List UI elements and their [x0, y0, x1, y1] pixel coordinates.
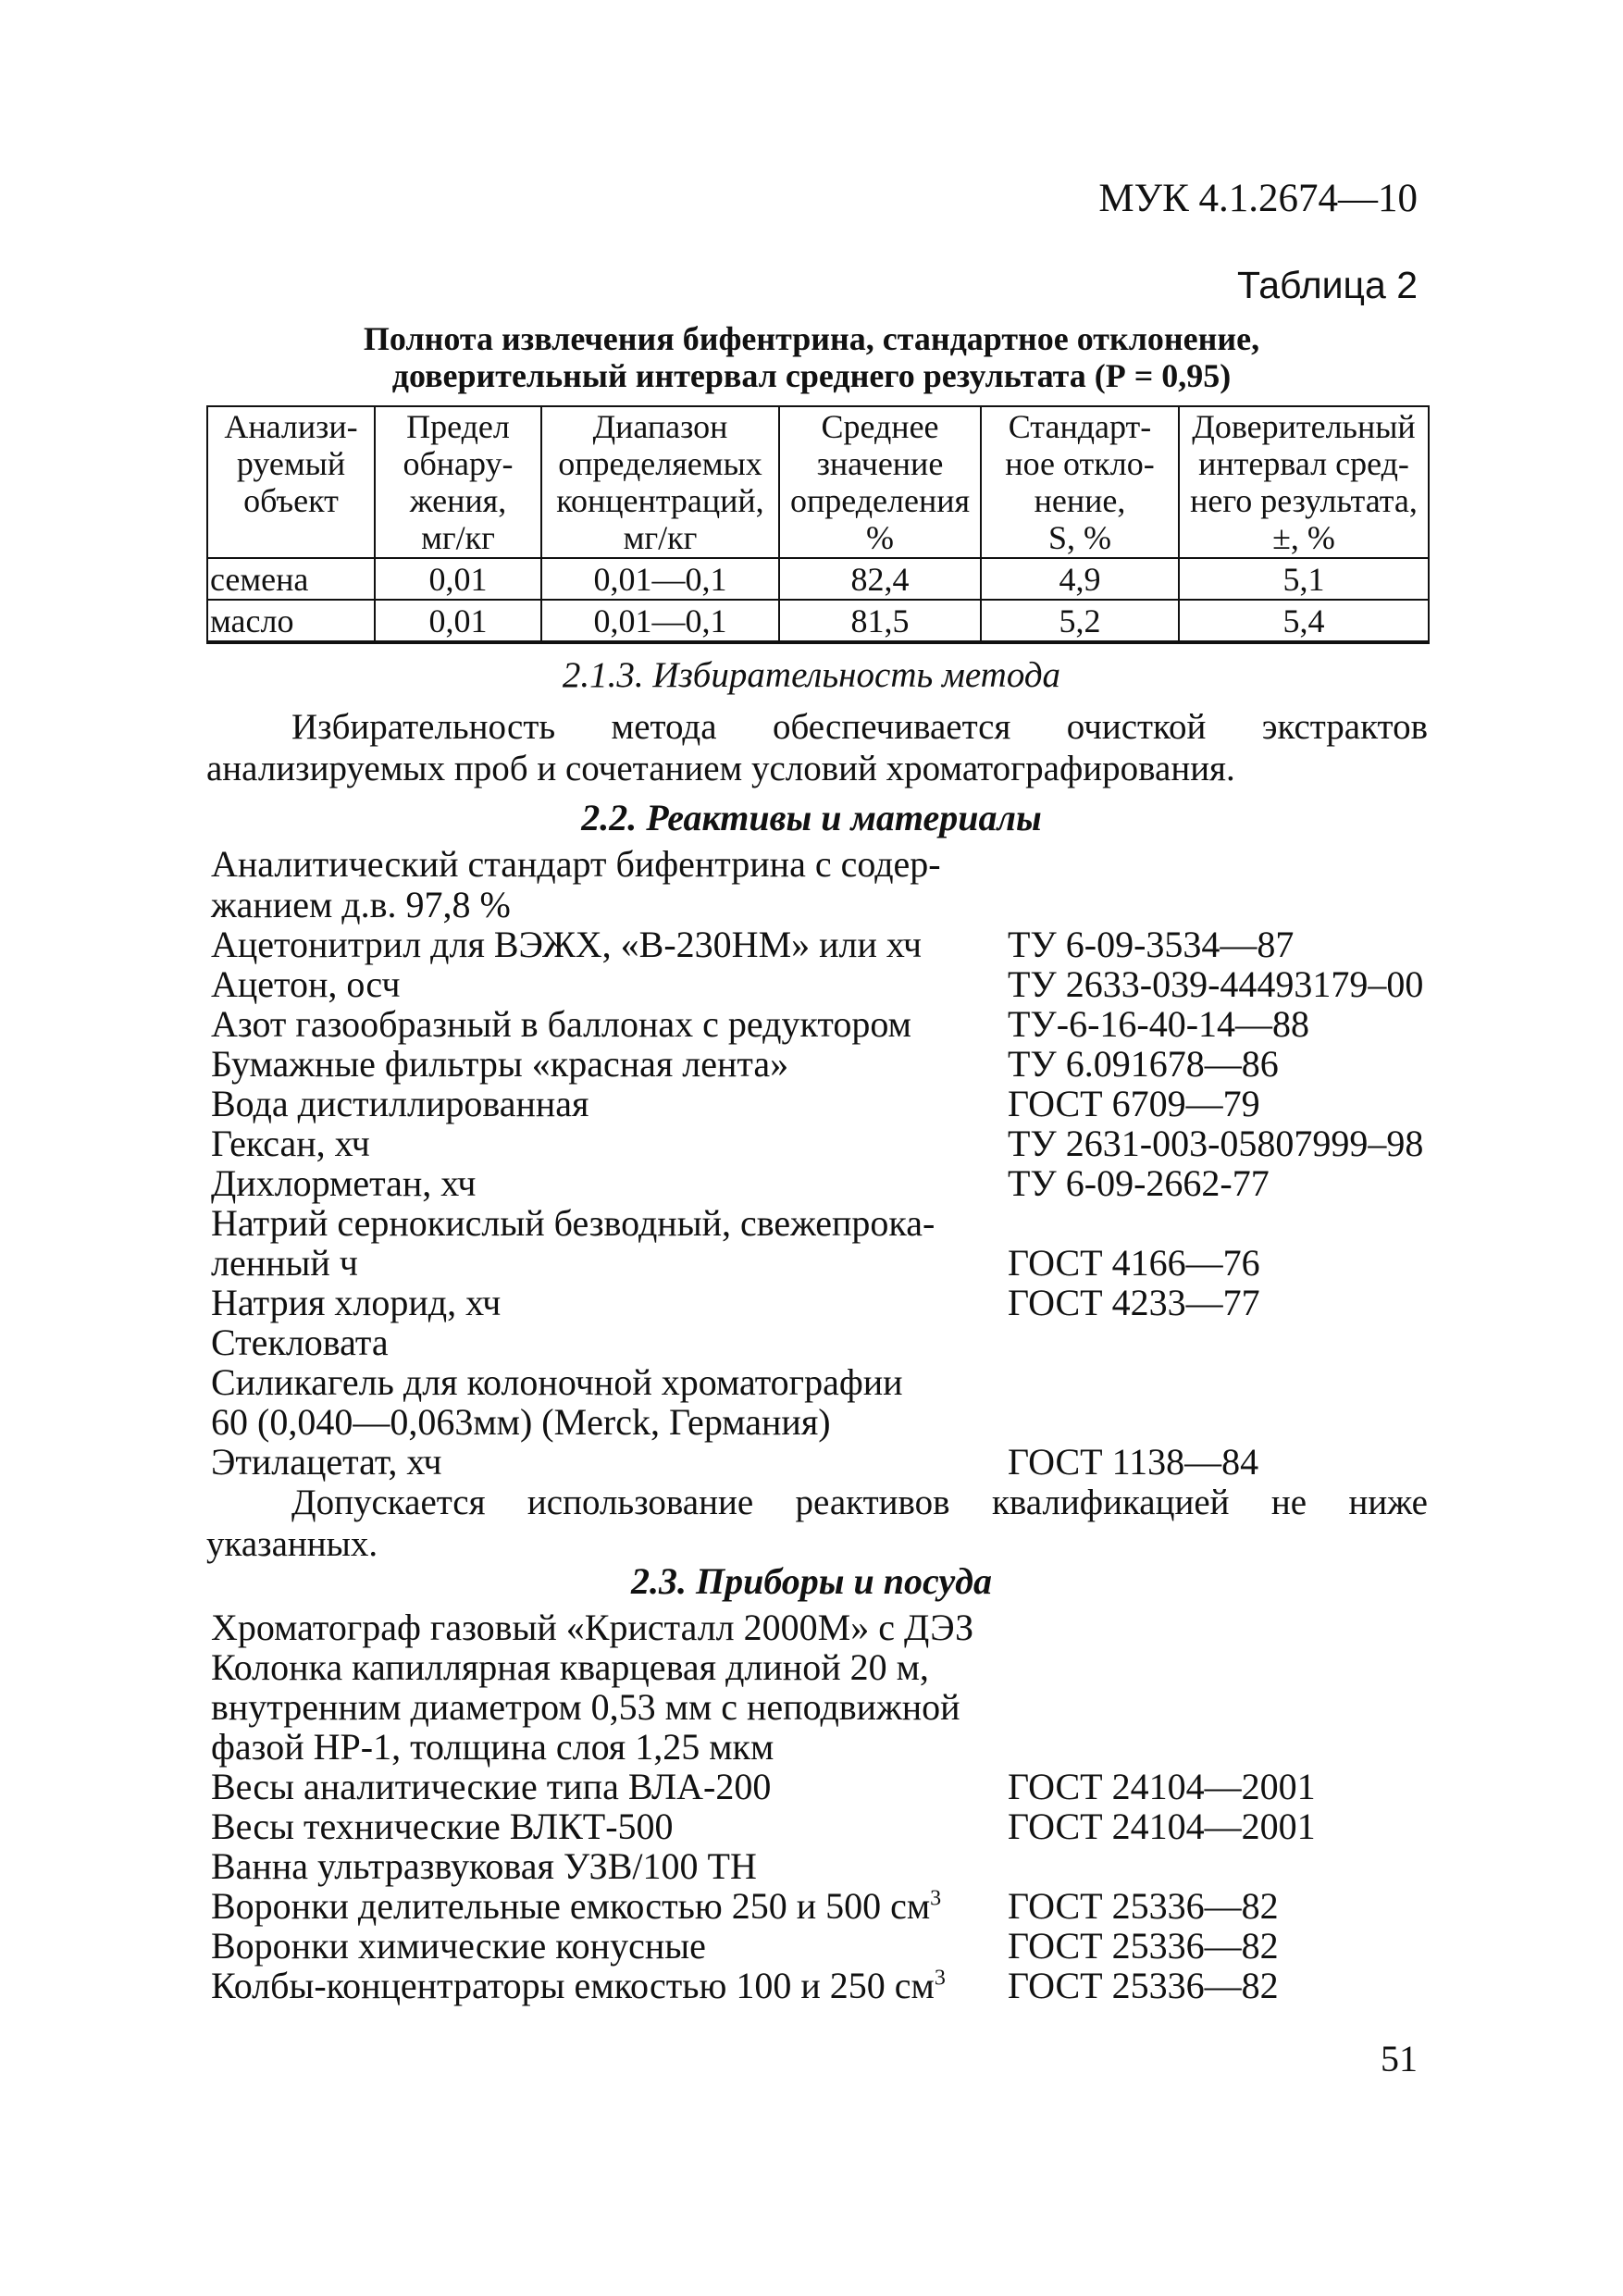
reagent-name: Аналитический стандарт бифентрина с содер- — [211, 843, 941, 885]
reagent-standard: ГОСТ 1138—84 — [1008, 1441, 1259, 1483]
reagent-standard: ТУ 2633-039-44493179–00 — [1008, 963, 1424, 1005]
equipment-name: Воронки делительные емкостью 250 и 500 $см^3$ — [211, 1885, 942, 1927]
reagent-name: Вода дистиллированная — [211, 1083, 589, 1124]
equipment-name: внутренним диаметром 0,53 мм с неподвижной — [211, 1686, 960, 1728]
equipment-name: фазой НР-1, толщина слоя 1,25 мкм — [211, 1726, 774, 1768]
table-cell: семена — [207, 558, 375, 600]
col-header-mean: Среднее значение определения % — [779, 406, 981, 558]
equipment-name: Весы аналитические типа ВЛА-200 — [211, 1766, 772, 1807]
reagent-standard: ТУ 6.091678—86 — [1008, 1043, 1279, 1085]
table-cell: 0,01—0,1 — [541, 558, 779, 600]
equipment-standard: ГОСТ 24104—2001 — [1008, 1806, 1316, 1847]
table-cell: 0,01 — [375, 558, 541, 600]
reagent-name: Бумажные фильтры «красная лента» — [211, 1043, 789, 1085]
equipment-name: Весы технические ВЛКТ-500 — [211, 1806, 674, 1847]
reagent-name: жанием д.в. 97,8 % — [211, 884, 511, 925]
table-cell: 4,9 — [981, 558, 1179, 600]
col-header-range: Диапазон определяемых концентраций, мг/кг — [541, 406, 779, 558]
col-header-detection-limit: Предел обнару- жения, мг/кг — [375, 406, 541, 558]
section-heading-reagents: 2.2. Реактивы и материалы — [581, 797, 1042, 838]
superscript: 3 — [930, 1886, 942, 1911]
page-number: 51 — [1381, 2038, 1418, 2079]
table-cell: масло — [207, 600, 375, 642]
document-code: МУК 4.1.2674—10 — [1098, 177, 1418, 220]
equipment-name: Хроматограф газовый «Кристалл 2000М» с ДЭЗ — [211, 1607, 974, 1648]
reagent-standard: ГОСТ 4233—77 — [1008, 1282, 1260, 1323]
table-cell: 81,5 — [779, 600, 981, 642]
superscript: 3 — [934, 1966, 946, 1991]
reagent-standard: ТУ-6-16-40-14—88 — [1008, 1003, 1310, 1045]
table-row — [207, 600, 1429, 642]
equipment-standard: ГОСТ 25336—82 — [1008, 1965, 1279, 2006]
col-header-object: Анализи- руемый объект — [207, 406, 375, 558]
col-header-confidence: Доверительный интервал сред- него результата, ±, % — [1179, 406, 1429, 558]
reagent-name: Ацетонитрил для ВЭЖХ, «В-230НМ» или хч — [211, 924, 923, 965]
paragraph-selectivity: Избирательность метода обеспечивается очисткой экстрактов анализируемых проб и сочетанием условий хроматографирования. — [206, 707, 1428, 788]
reagent-name: Силикагель для колоночной хроматографии — [211, 1361, 903, 1403]
reagent-name: Этилацетат, хч — [211, 1441, 442, 1483]
reagent-name: Ацетон, осч — [211, 963, 401, 1005]
reagent-standard: ГОСТ 4166—76 — [1008, 1242, 1260, 1284]
equipment-standard: ГОСТ 24104—2001 — [1008, 1766, 1316, 1807]
equipment-name: Ванна ультразвуковая УЗВ/100 ТН — [211, 1845, 757, 1887]
reagent-name: 60 (0,040—0,063мм) (Merck, Германия) — [211, 1401, 831, 1443]
reagent-standard: ТУ 2631-003-05807999–98 — [1008, 1123, 1424, 1164]
table-header-row — [207, 406, 1429, 558]
section-heading-equipment: 2.3. Приборы и посуда — [631, 1560, 992, 1602]
table-caption-line-1: Полнота извлечения бифентрина, стандартное отклонение, — [363, 320, 1260, 357]
table-label: Таблица 2 — [1237, 264, 1418, 306]
paragraph-reagent-note: Допускается использование реактивов квалификацией не ниже указанных. — [206, 1483, 1428, 1564]
reagent-name: Дихлорметан, хч — [211, 1162, 477, 1204]
reagent-standard: ТУ 6-09-3534—87 — [1008, 924, 1295, 965]
results-table — [206, 405, 1430, 644]
reagent-name: Гексан, хч — [211, 1123, 370, 1164]
equipment-name: Колбы-концентраторы емкостью 100 и 250 $см^3$ — [211, 1965, 946, 2006]
equipment-name: Колонка капиллярная кварцевая длиной 20 м, — [211, 1646, 929, 1688]
equipment-standard: ГОСТ 25336—82 — [1008, 1925, 1279, 1967]
reagent-name: Натрий сернокислый безводный, свежепрока- — [211, 1202, 935, 1244]
reagent-standard: ГОСТ 6709—79 — [1008, 1083, 1260, 1124]
section-heading-selectivity: 2.1.3. Избирательность метода — [562, 655, 1061, 695]
reagent-name: ленный ч — [211, 1242, 358, 1284]
reagent-name: Стекловата — [211, 1322, 389, 1363]
table-row — [207, 558, 1429, 600]
reagent-name: Азот газообразный в баллонах с редуктором — [211, 1003, 911, 1045]
col-header-std-dev: Стандарт- ное откло- нение, S, % — [981, 406, 1179, 558]
table-cell: 82,4 — [779, 558, 981, 600]
equipment-name: Воронки химические конусные — [211, 1925, 706, 1967]
table-cell: 5,2 — [981, 600, 1179, 642]
reagent-name: Натрия хлорид, хч — [211, 1282, 502, 1323]
table-caption-line-2: доверительный интервал среднего результата (Р = 0,95) — [391, 357, 1232, 394]
table-cell: 0,01 — [375, 600, 541, 642]
table-cell: 5,1 — [1179, 558, 1429, 600]
table-cell: 0,01—0,1 — [541, 600, 779, 642]
table-cell: 5,4 — [1179, 600, 1429, 642]
equipment-standard: ГОСТ 25336—82 — [1008, 1885, 1279, 1927]
reagent-standard: ТУ 6-09-2662-77 — [1008, 1162, 1270, 1204]
